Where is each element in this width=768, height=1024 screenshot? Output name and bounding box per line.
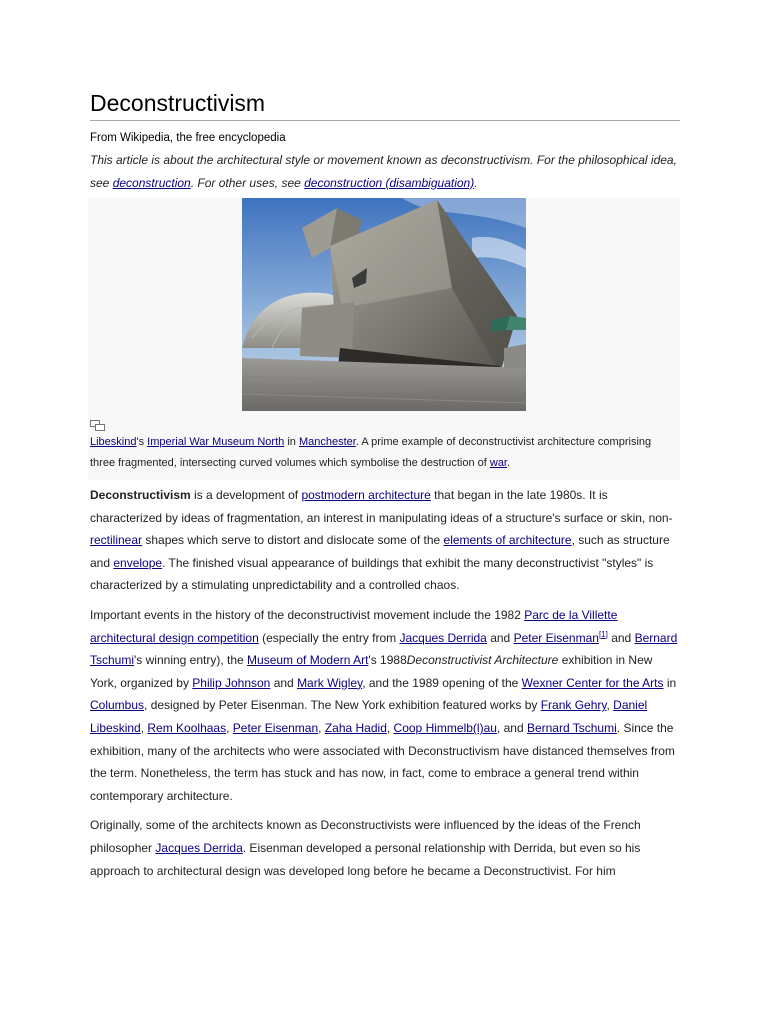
peter-eisenman-link[interactable]: Peter Eisenman: [513, 630, 599, 645]
caption-text: in: [284, 436, 299, 448]
para-text: . Since the exhibition, many of the architects who were associated with Deconstructivism have distanced themselves from the term. Nonetheless, the term has stuck and has now, in fact, come to embrace a general trend within contemporary architecture.: [90, 720, 675, 803]
para-text: ,: [226, 720, 233, 735]
bernard-tschumi-link[interactable]: Bernard Tschumi: [90, 630, 678, 668]
para-text: (especially the entry from: [258, 630, 400, 645]
zaha-hadid-link[interactable]: Zaha Hadid: [324, 720, 387, 735]
para-text: shapes which serve to distort and dislocate some of the: [142, 533, 444, 548]
caption-text: .: [507, 457, 511, 469]
figure-caption: [88, 431, 680, 474]
war-link[interactable]: war: [489, 457, 507, 469]
hatnote-text: . For other uses, see: [190, 175, 305, 190]
rectilinear-link[interactable]: rectilinear: [90, 533, 143, 548]
bernard-tschumi-link[interactable]: Bernard Tschumi: [526, 720, 617, 735]
peter-eisenman-link[interactable]: Peter Eisenman: [232, 720, 319, 735]
paragraph-lead: [90, 484, 680, 597]
para-text: and: [607, 630, 635, 645]
rem-koolhaas-link[interactable]: Rem Koolhaas: [147, 720, 227, 735]
magnify-clip-icon[interactable]: [90, 420, 105, 431]
para-text: and: [270, 675, 298, 690]
philip-johnson-link[interactable]: Philip Johnson: [192, 675, 271, 690]
para-text: is a development of: [190, 488, 302, 502]
para-text: in: [663, 675, 677, 690]
page-title: Deconstructivism: [90, 88, 680, 121]
para-text: ,: [606, 698, 614, 713]
envelope-link[interactable]: envelope: [113, 555, 163, 570]
para-text: , designed by Peter Eisenman. The New York exhibition featured works by: [144, 698, 541, 713]
deconstruction-disambiguation-link[interactable]: deconstruction (disambiguation): [304, 175, 475, 190]
para-text: and: [486, 630, 514, 645]
frank-gehry-link[interactable]: Frank Gehry: [540, 698, 607, 713]
parc-de-la-villette-link[interactable]: Parc de la Villette: [524, 607, 618, 622]
caption-text: 's: [136, 436, 148, 448]
postmodern-architecture-link[interactable]: postmodern architecture: [301, 488, 431, 502]
deconstruction-link[interactable]: deconstruction: [112, 175, 191, 190]
para-text: , such as structure and: [90, 533, 670, 570]
reference-link[interactable]: [1]: [598, 629, 608, 639]
infobox-figure: [88, 198, 680, 480]
columbus-link[interactable]: Columbus: [90, 698, 145, 713]
daniel-libeskind-link[interactable]: Daniel Libeskind: [90, 698, 648, 735]
jacques-derrida-link[interactable]: Jacques Derrida: [155, 840, 243, 855]
paragraph-history: [90, 604, 680, 807]
site-tagline: From Wikipedia, the free encyclopedia: [90, 132, 286, 144]
hatnote: [90, 149, 680, 194]
para-text: 's 1988: [368, 653, 407, 668]
para-text: exhibition in New York, organized by: [90, 653, 653, 690]
museum-of-modern-art-link[interactable]: Museum of Modern Art: [247, 653, 369, 668]
para-text: ,: [386, 720, 394, 735]
hatnote-text: This article is about the architectural style or movement known as deconstructivism. For the philosophical idea, see: [90, 153, 677, 190]
mark-wigley-link[interactable]: Mark Wigley: [297, 675, 363, 690]
para-text: . Eisenman developed a personal relationship with Derrida, but even so his approach to architectural design was developed long before he became a Deconstructivist. For him: [90, 840, 641, 878]
manchester-link[interactable]: Manchester: [298, 436, 356, 448]
para-text: . The finished visual appearance of buildings that exhibit the many deconstructivist "styles" is characterized by a stimulating unpredictability and a controlled chaos.: [90, 555, 654, 593]
imperial-war-museum-north-link[interactable]: Imperial War Museum North: [147, 436, 285, 448]
lead-term: Deconstructivism: [90, 488, 191, 502]
para-text: Important events in the history of the deconstructivist movement include the 1982: [90, 607, 525, 622]
para-text: , and the 1989 opening of the: [362, 675, 522, 690]
hatnote-text: .: [474, 175, 478, 190]
jacques-derrida-link[interactable]: Jacques Derrida: [399, 630, 487, 645]
exhibition-title: Deconstructivist Architecture: [406, 653, 559, 668]
libeskind-link[interactable]: Libeskind: [90, 436, 137, 448]
elements-of-architecture-link[interactable]: elements of architecture: [443, 533, 572, 548]
coop-himmelblau-link[interactable]: Coop Himmelb(l)au: [393, 720, 497, 735]
paragraph-derrida: [90, 814, 680, 882]
caption-text: . A prime example of deconstructivist architecture comprising three fragmented, intersecting curved volumes which symbolise the destruction of: [90, 436, 652, 469]
article-content: [90, 88, 680, 882]
photo-building-icon[interactable]: [242, 198, 526, 411]
para-text: 's winning entry), the: [134, 653, 248, 668]
para-text: Originally, some of the architects known as Deconstructivists were influenced by the ideas of the French philosopher: [90, 818, 641, 855]
para-text: that began in the late 1980s. It is characterized by ideas of fragmentation, an interest in manipulating ideas of a structure's surface or skin, non-: [90, 488, 673, 525]
figure-image-wrap: [88, 198, 680, 411]
wexner-center-link[interactable]: Wexner Center for the Arts: [521, 675, 664, 690]
para-text: ,: [140, 720, 148, 735]
para-text: , and: [496, 720, 527, 735]
architectural-design-competition-link[interactable]: architectural design competition: [90, 630, 259, 645]
para-text: ,: [318, 720, 325, 735]
